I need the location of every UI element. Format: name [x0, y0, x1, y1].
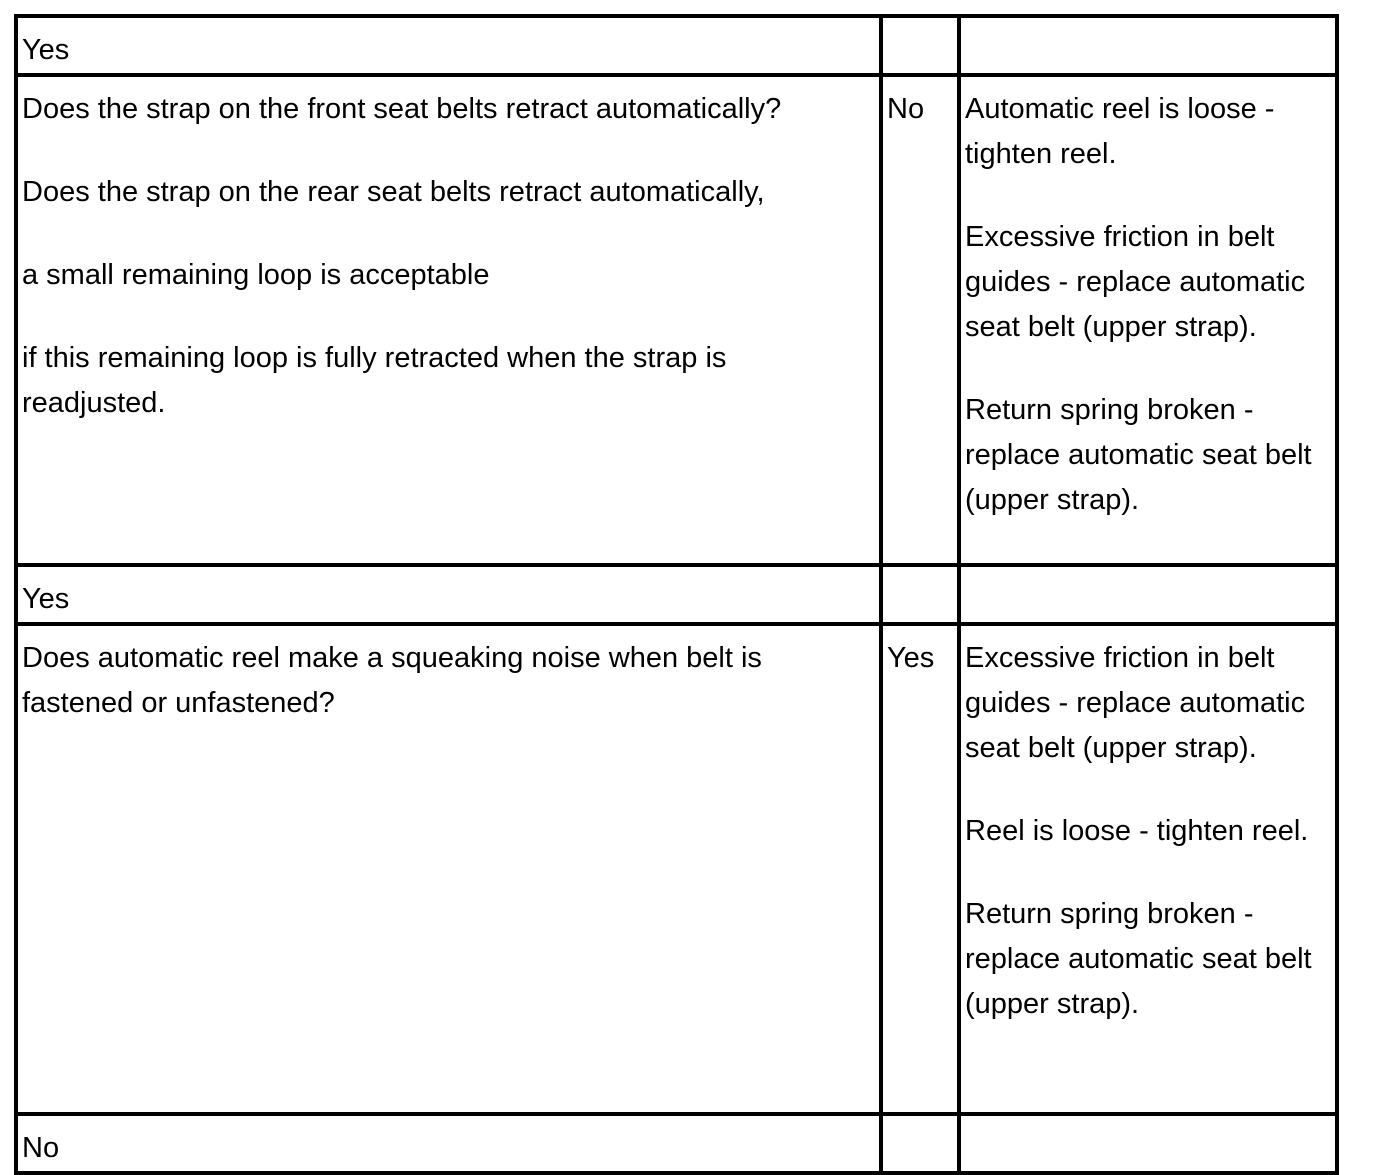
question-cell	[16, 75, 881, 565]
answer-cell: Yes	[881, 624, 959, 1114]
question-cell	[16, 624, 881, 1114]
remedy-cell	[959, 16, 1337, 75]
answer-cell	[881, 1114, 959, 1173]
remedy-paragraph: Automatic reel is loose - tighten reel.	[965, 93, 1275, 170]
remedy-paragraph: Excessive friction in belt guides - replace automatic seat belt (upper strap).	[965, 642, 1306, 764]
remedy-paragraph: Return spring broken - replace automatic seat belt (upper strap).	[965, 898, 1312, 1020]
question-paragraph: Does automatic reel make a squeaking noise when belt is fastened or unfastened?	[22, 642, 762, 719]
table-row	[16, 1114, 1337, 1173]
remedy-cell	[959, 75, 1337, 565]
question-paragraph: a small remaining loop is acceptable	[22, 259, 490, 291]
table-row	[16, 565, 1337, 624]
remedy-paragraph: Reel is loose - tighten reel.	[965, 815, 1309, 847]
question-paragraph: Does the strap on the rear seat belts retract automatically,	[22, 176, 765, 208]
question-paragraph: if this remaining loop is fully retracted when the strap is readjusted.	[22, 342, 727, 419]
remedy-cell	[959, 1114, 1337, 1173]
table-row	[16, 75, 1337, 565]
remedy-cell	[959, 624, 1337, 1114]
answer-cell	[881, 16, 959, 75]
answer-cell: No	[881, 75, 959, 565]
remedy-paragraph: Return spring broken - replace automatic seat belt (upper strap).	[965, 394, 1312, 516]
result-cell: Yes	[16, 16, 881, 75]
result-cell: Yes	[16, 565, 881, 624]
table-row	[16, 624, 1337, 1114]
remedy-paragraph: Excessive friction in belt guides - replace automatic seat belt (upper strap).	[965, 221, 1306, 343]
result-cell: No	[16, 1114, 881, 1173]
diagnostic-table	[14, 14, 1339, 1175]
answer-cell	[881, 565, 959, 624]
question-paragraph: Does the strap on the front seat belts retract automatically?	[22, 93, 782, 125]
table-row	[16, 16, 1337, 75]
remedy-cell	[959, 565, 1337, 624]
